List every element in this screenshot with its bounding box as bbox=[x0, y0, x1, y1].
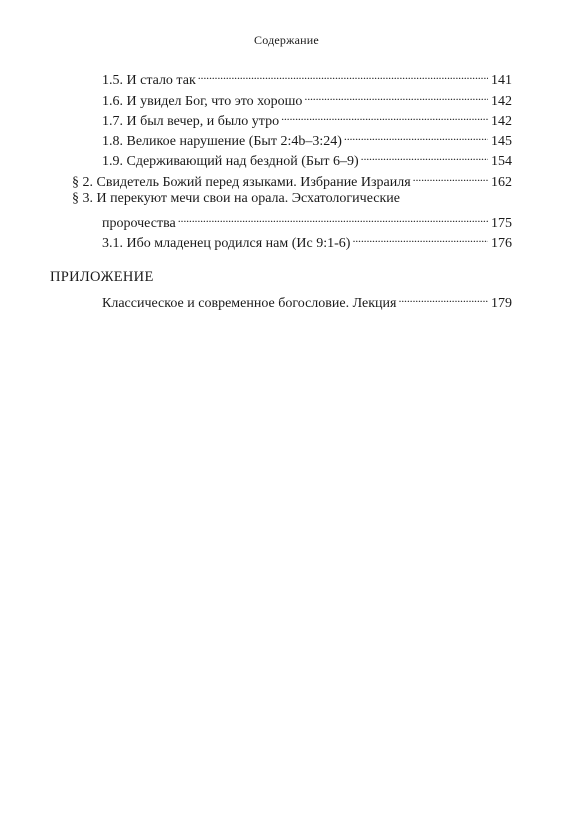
toc-entry-page: 145 bbox=[491, 134, 512, 149]
toc-entry bbox=[102, 289, 512, 313]
toc-entry-section bbox=[72, 168, 512, 192]
toc-entry-title: 3.1. Ибо младенец родился нам (Ис 9:1-6) bbox=[102, 236, 351, 251]
toc-entry-title: 1.8. Великое нарушение (Быт 2:4b–3:24) bbox=[102, 134, 342, 149]
toc-entry-page: 142 bbox=[491, 94, 512, 109]
toc-entry-title: 1.9. Сдерживающий над бездной (Быт 6–9) bbox=[102, 154, 359, 169]
dot-leader bbox=[178, 209, 488, 227]
toc-entry-page: 162 bbox=[491, 175, 512, 190]
toc-entry-page: 142 bbox=[491, 114, 512, 129]
dot-leader bbox=[304, 87, 488, 105]
dot-leader bbox=[398, 289, 488, 307]
dot-leader bbox=[352, 229, 488, 247]
toc-entry-title: пророчества bbox=[102, 216, 176, 231]
dot-leader bbox=[198, 66, 488, 84]
dot-leader bbox=[361, 147, 488, 165]
toc-entry-page: 154 bbox=[491, 154, 512, 169]
toc-entry-page: 141 bbox=[491, 73, 512, 88]
dot-leader bbox=[344, 127, 488, 145]
appendix-heading: ПРИЛОЖЕНИЕ bbox=[50, 269, 154, 285]
toc-entry-title: 1.7. И был вечер, и было утро bbox=[102, 114, 280, 129]
running-head: Содержание bbox=[254, 33, 319, 47]
toc-entry-title: § 2. Свидетель Божий перед языками. Избрание Израиля bbox=[72, 175, 411, 190]
toc-entry-section-title-line1: § 3. И перекуют мечи свои на орала. Эсхатологические bbox=[72, 191, 400, 206]
toc-entry-title: 1.6. И увидел Бог, что это хорошо bbox=[102, 94, 303, 109]
toc-entry-page: 179 bbox=[491, 296, 512, 311]
toc-entry-title: Классическое и современное богословие. Лекция bbox=[102, 296, 397, 311]
toc-entry-page: 175 bbox=[491, 216, 512, 231]
dot-leader bbox=[281, 107, 488, 125]
toc-entry bbox=[102, 229, 512, 253]
dot-leader bbox=[413, 168, 488, 186]
toc-entry-page: 176 bbox=[491, 236, 512, 251]
toc-entry-title: 1.5. И стало так bbox=[102, 73, 196, 88]
